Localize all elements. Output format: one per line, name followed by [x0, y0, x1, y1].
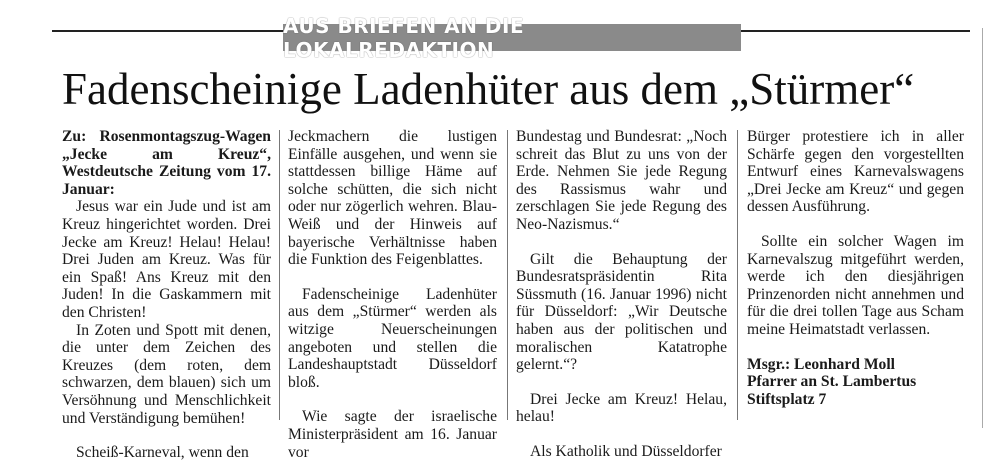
- section-banner: AUS BRIEFEN AN DIE LOKALREDAKTION: [283, 24, 741, 51]
- signature-name: Msgr.: Leonhard Moll: [747, 355, 895, 373]
- paragraph: Jeckmachern die lustigen Einfälle ausgehen, und wenn sie stattdessen billige Häme auf solche schütten, die sich nicht oder nur zögerlich wehren. Blau-Weiß und der Hinweis auf bayerische Verhältnisse haben die Funktion des Feigenblattes.: [288, 128, 497, 269]
- column-divider: [279, 130, 280, 420]
- column-divider: [737, 130, 738, 420]
- paragraph: Wie sagte der israelische Ministerpräsident am 16. Januar vor: [288, 408, 497, 461]
- paragraph: Bürger protestiere ich in aller Schärfe gegen den vorgestellten Entwurf eines Karnevalswagens „Drei Jecke am Kreuz“ und gegen dessen Ausführung.: [747, 128, 964, 216]
- paragraph: Drei Jecke am Kreuz! Helau, helau!: [516, 390, 727, 426]
- paragraph: Scheiß-Karneval, wenn den: [76, 444, 249, 462]
- column-3: [516, 128, 727, 461]
- column-2: [288, 128, 497, 461]
- signature-title: Pfarrer an St. Lambertus: [747, 373, 917, 391]
- paragraph: Jesus war ein Jude und ist am Kreuz hingerichtet worden. Drei Jecke am Kreuz! Helau! Helau! Drei Juden am Kreuz. Was für ein Spaß! Ans Kreuz mit den Juden! In die Gaskammern mit den Christen!: [62, 198, 271, 321]
- column-divider: [507, 130, 508, 420]
- column-1: [62, 128, 271, 462]
- paragraph: In Zoten und Spott mit denen, die unter dem Zeichen des Kreuzes (dem roten, dem schwarzen, dem blauen) sich um Versöhnung und Menschlichkeit und Verständigung bemühen!: [62, 321, 271, 427]
- paragraph: Gilt die Behauptung der Bundesratspräsidentin Rita Süssmuth (16. Januar 1996) nicht für Düsseldorf: „Wir Deutsche haben aus der politischen und moralischen Katatrophe gelernt.“?: [516, 250, 727, 374]
- paragraph: Sollte ein solcher Wagen im Karnevalszug mitgeführt werden, werde ich den diesjährigen Prinzenorden nicht annehmen und für die drei tollen Tage aus Scham meine Heimatstadt verlassen.: [747, 232, 964, 338]
- column-4: [747, 128, 964, 408]
- signature-address: Stiftsplatz 7: [747, 390, 827, 408]
- paragraph: Als Katholik und Düsseldorfer: [530, 442, 722, 460]
- clipping-edge: [982, 28, 983, 428]
- paragraph: Bundestag und Bundesrat: „Noch schreit das Blut zu uns von der Erde. Nehmen Sie jede Regung des Rassismus wahr und zerschlagen Sie jede Regung des Neo-Nazismus.“: [516, 128, 727, 233]
- article-headline: Fadenscheinige Ladenhüter aus dem „Stürmer“: [62, 64, 915, 114]
- letter-reference: Zu: Rosenmontagszug-Wagen „Jecke am Kreuz“, Westdeutsche Zeitung vom 17. Januar:: [62, 128, 271, 198]
- paragraph: Fadenscheinige Ladenhüter aus dem „Stürmer“ werden als witzige Neuerscheinungen angeboten und stellen die Landeshauptstadt Düsseldorf bloß.: [288, 285, 497, 391]
